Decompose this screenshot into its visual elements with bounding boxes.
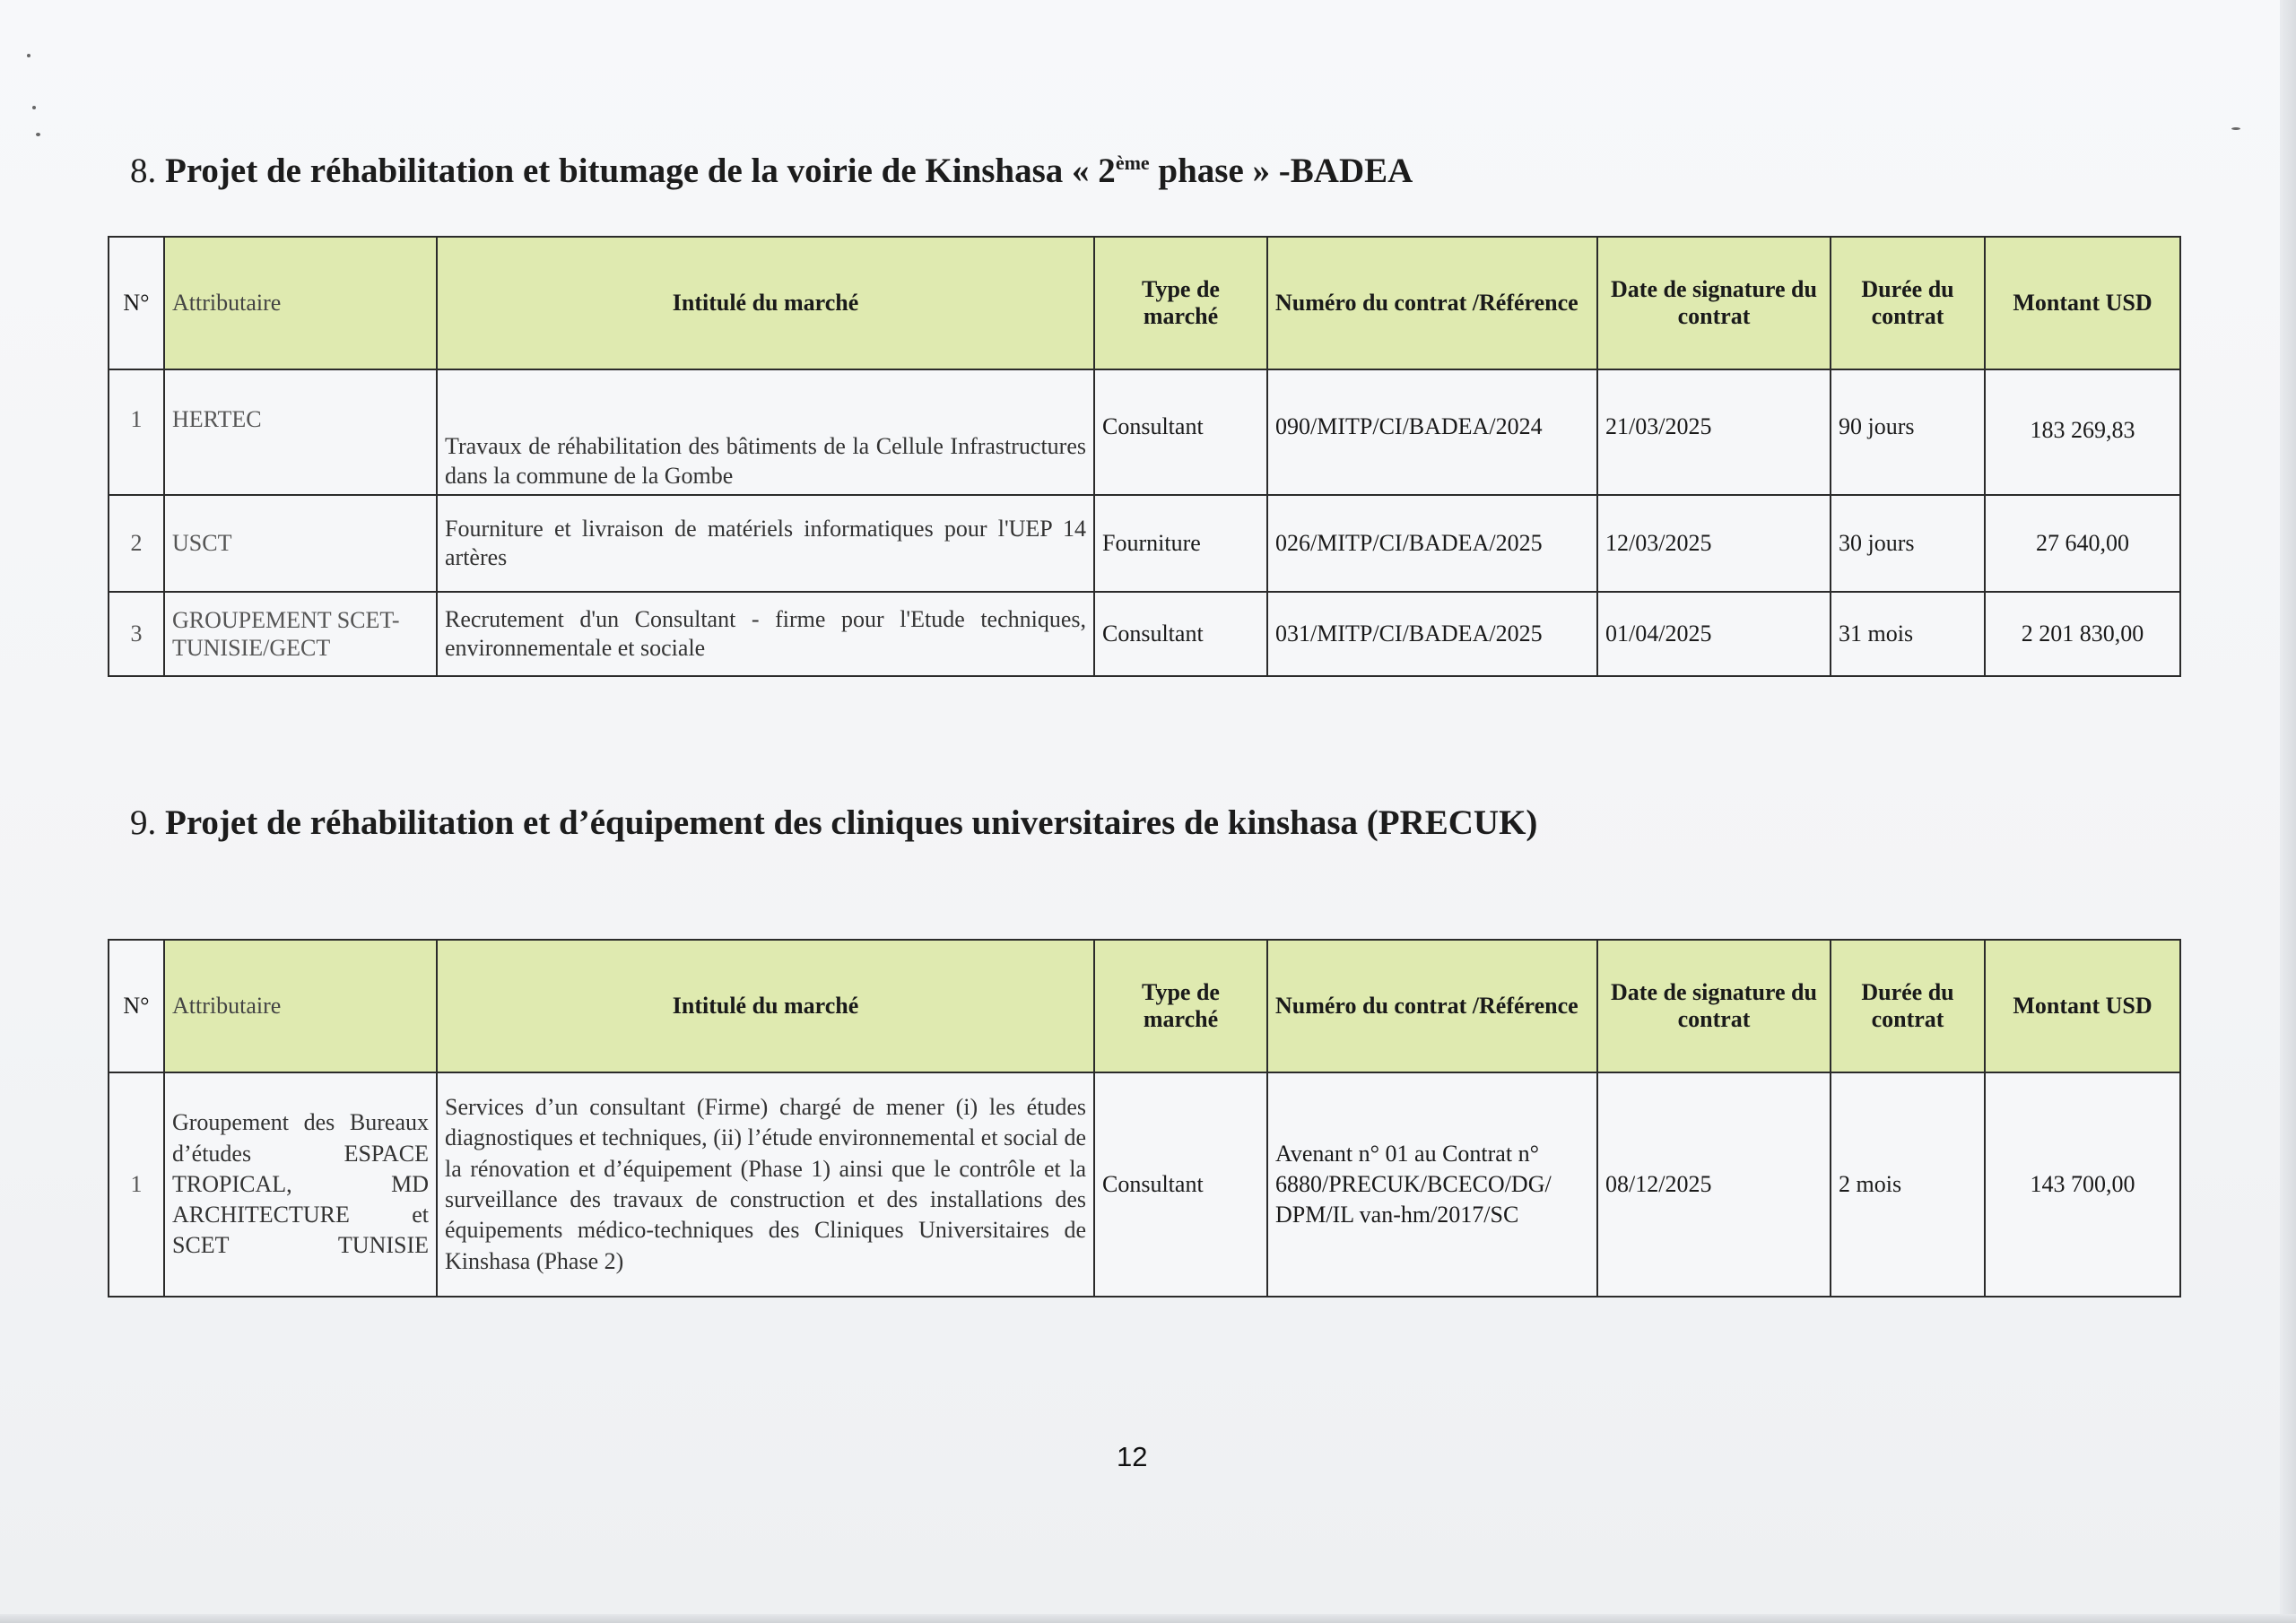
cell-intitule: Fourniture et livraison de matériels informatiques pour l'UEP 14 artères (437, 495, 1094, 592)
page-edge-right (2280, 0, 2296, 1623)
scan-speck (2231, 127, 2240, 130)
header-no: N° (109, 237, 164, 369)
header-type: Type de marché (1094, 940, 1267, 1072)
section-8-number: 8. (130, 152, 157, 190)
section-8-title-part2: phase » -BADEA (1149, 152, 1413, 190)
section-9-title: Projet de réhabilitation et d’équipement des cliniques universitaires de kinshasa (PRECUK) (165, 803, 1538, 842)
table-header-row (109, 237, 2180, 369)
cell-intitule: Services d’un consultant (Firme) chargé de mener (i) les études diagnostiques et techniques, (ii) l’étude environnemental et social de la rénovation et d’équipement (Phase 1) ainsi que le contrôle et la surveillance des travaux de construction et des installations des équipements médico-techniques des Cliniques Universitaires de Kinshasa (Phase 2) (437, 1072, 1094, 1297)
cell-attributaire: GROUPEMENT SCET-TUNISIE/GECT (164, 592, 437, 676)
header-intitule: Intitulé du marché (437, 237, 1094, 369)
cell-numero: 031/MITP/CI/BADEA/2025 (1267, 592, 1597, 676)
cell-numero: 026/MITP/CI/BADEA/2025 (1267, 495, 1597, 592)
cell-montant: 143 700,00 (1985, 1072, 2180, 1297)
header-attributaire: Attributaire (164, 237, 437, 369)
cell-date: 01/04/2025 (1597, 592, 1831, 676)
table-header-row (109, 940, 2180, 1072)
cell-duree: 30 jours (1831, 495, 1985, 592)
header-montant: Montant USD (1985, 237, 2180, 369)
cell-numero: 090/MITP/CI/BADEA/2024 (1267, 369, 1597, 495)
cell-numero: Avenant n° 01 au Contrat n° 6880/PRECUK/BCECO/DG/ DPM/IL van-hm/2017/SC (1267, 1072, 1597, 1297)
cell-date: 12/03/2025 (1597, 495, 1831, 592)
scan-speck (36, 133, 40, 136)
header-numero: Numéro du contrat /Référence (1267, 940, 1597, 1072)
header-no: N° (109, 940, 164, 1072)
cell-no: 2 (109, 495, 164, 592)
header-type: Type de marché (1094, 237, 1267, 369)
header-date: Date de signature du contrat (1597, 940, 1831, 1072)
header-numero: Numéro du contrat /Référence (1267, 237, 1597, 369)
table-row (109, 592, 2180, 676)
section-9-table (108, 939, 2181, 1298)
cell-attributaire: Groupement des Bureaux d’études ESPACE TROPICAL, MD ARCHITECTURE et SCET TUNISIE (164, 1072, 437, 1297)
header-intitule: Intitulé du marché (437, 940, 1094, 1072)
cell-type: Consultant (1094, 592, 1267, 676)
header-attributaire: Attributaire (164, 940, 437, 1072)
cell-montant: 2 201 830,00 (1985, 592, 2180, 676)
section-8-title-sup: ème (1115, 152, 1150, 174)
header-duree: Durée du contrat (1831, 237, 1985, 369)
scan-speck (27, 54, 30, 57)
cell-attributaire: USCT (164, 495, 437, 592)
page-edge-bottom (0, 1614, 2296, 1623)
cell-intitule: Recrutement d'un Consultant - firme pour l'Etude techniques, environnementale et sociale (437, 592, 1094, 676)
table-row (109, 495, 2180, 592)
cell-type: Fourniture (1094, 495, 1267, 592)
cell-montant: 183 269,83 (1985, 369, 2180, 495)
cell-date: 21/03/2025 (1597, 369, 1831, 495)
section-9-heading (130, 803, 1537, 843)
section-8-table (108, 236, 2181, 677)
cell-no: 1 (109, 1072, 164, 1297)
cell-no: 3 (109, 592, 164, 676)
cell-montant: 27 640,00 (1985, 495, 2180, 592)
header-montant: Montant USD (1985, 940, 2180, 1072)
cell-date: 08/12/2025 (1597, 1072, 1831, 1297)
cell-duree: 90 jours (1831, 369, 1985, 495)
cell-type: Consultant (1094, 369, 1267, 495)
cell-no: 1 (109, 369, 164, 495)
cell-intitule: Travaux de réhabilitation des bâtiments de la Cellule Infrastructures dans la commune de la Gombe (437, 369, 1094, 495)
scan-speck (32, 106, 36, 109)
cell-duree: 2 mois (1831, 1072, 1985, 1297)
cell-duree: 31 mois (1831, 592, 1985, 676)
cell-attributaire: HERTEC (164, 369, 437, 495)
header-date: Date de signature du contrat (1597, 237, 1831, 369)
section-8-title-part1: Projet de réhabilitation et bitumage de la voirie de Kinshasa « 2 (165, 152, 1116, 190)
header-duree: Durée du contrat (1831, 940, 1985, 1072)
section-8-heading (130, 151, 1413, 191)
page-number: 12 (1117, 1441, 1148, 1472)
section-9-number: 9. (130, 803, 157, 842)
table-row (109, 369, 2180, 495)
table-row (109, 1072, 2180, 1297)
cell-type: Consultant (1094, 1072, 1267, 1297)
